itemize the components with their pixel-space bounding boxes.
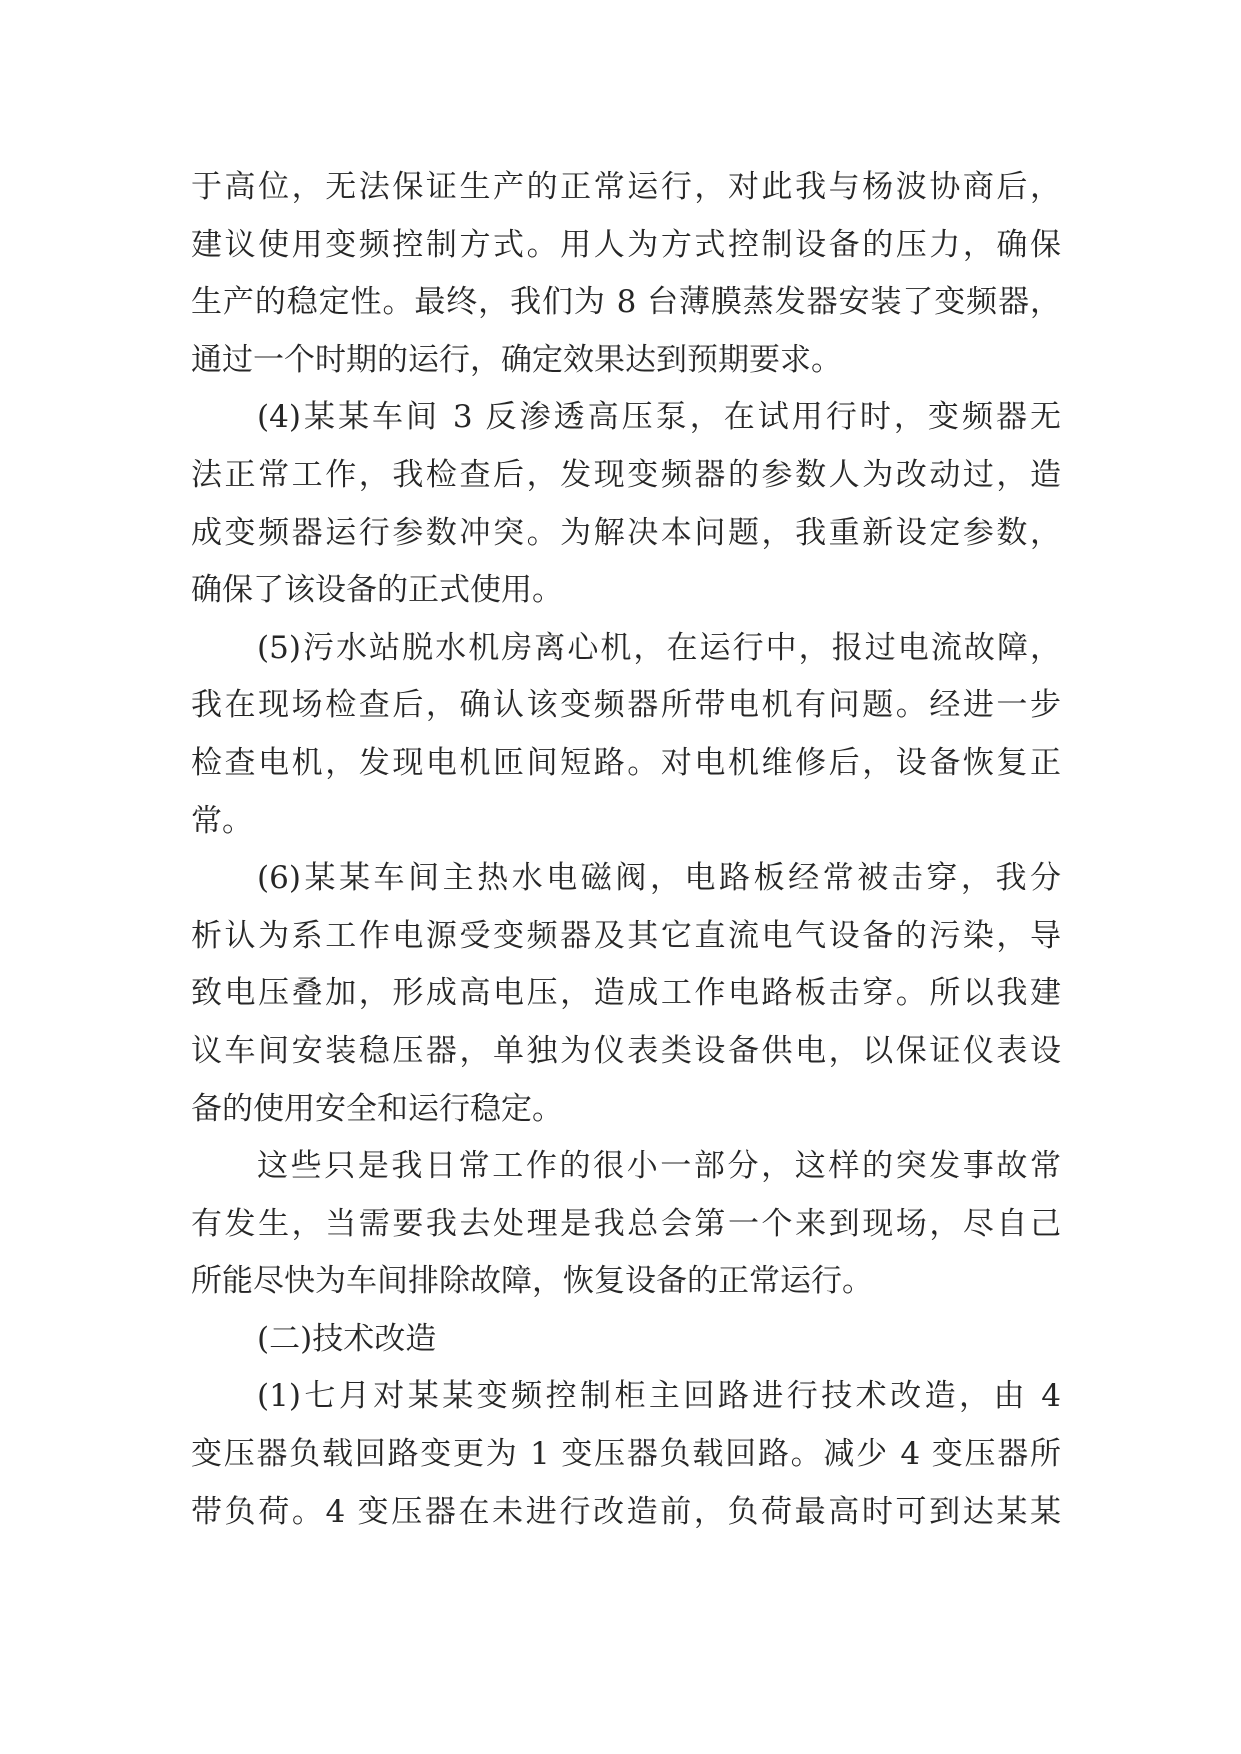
text-line: 通过一个时期的运行，确定效果达到预期要求。 [191, 341, 842, 378]
text-line: 生产的稳定性。最终，我们为 8 台薄膜蒸发器安装了变频器， [191, 284, 1061, 321]
text-line: 有发生，当需要我去处理是我总会第一个来到现场，尽自己 [191, 1205, 1061, 1242]
text-line: 常。 [191, 802, 253, 839]
text-line: 致电压叠加，形成高电压，造成工作电路板击穿。所以我建 [191, 975, 1061, 1012]
paragraph-first-line: (5)污水站脱水机房离心机，在运行中，报过电流故障， [257, 629, 1061, 666]
text-line: 我在现场检查后，确认该变频器所带电机有问题。经进一步 [191, 687, 1061, 724]
text-line: 带负荷。4 变压器在未进行改造前，负荷最高时可到达某某 [191, 1493, 1061, 1530]
paragraph-first-line: 这些只是我日常工作的很小一部分，这样的突发事故常 [257, 1148, 1061, 1185]
document-body [191, 159, 1061, 1541]
text-line: 建议使用变频控制方式。用人为方式控制设备的压力，确保 [191, 226, 1061, 263]
text-line: 成变频器运行参数冲突。为解决本问题，我重新设定参数， [191, 514, 1061, 551]
section-heading: (二)技术改造 [257, 1320, 437, 1357]
paragraph-first-line: (1)七月对某某变频控制柜主回路进行技术改造，由 4 [257, 1378, 1061, 1415]
paragraph-first-line: (4)某某车间 3 反渗透高压泵，在试用行时，变频器无 [257, 399, 1061, 436]
text-line: 检查电机，发现电机匝间短路。对电机维修后，设备恢复正 [191, 744, 1061, 781]
text-line: 备的使用安全和运行稳定。 [191, 1090, 563, 1127]
text-line: 法正常工作，我检查后，发现变频器的参数人为改动过，造 [191, 456, 1061, 493]
text-line: 所能尽快为车间排除故障，恢复设备的正常运行。 [191, 1263, 873, 1300]
text-line: 确保了该设备的正式使用。 [191, 572, 563, 609]
text-line: 析认为系工作电源受变频器及其它直流电气设备的污染，导 [191, 917, 1061, 954]
text-line: 变压器负载回路变更为 1 变压器负载回路。减少 4 变压器所 [191, 1436, 1061, 1473]
text-line: 议车间安装稳压器，单独为仪表类设备供电，以保证仪表设 [191, 1032, 1061, 1069]
paragraph-first-line: (6)某某车间主热水电磁阀，电路板经常被击穿，我分 [257, 860, 1061, 897]
text-line: 于高位，无法保证生产的正常运行，对此我与杨波协商后， [191, 169, 1061, 205]
